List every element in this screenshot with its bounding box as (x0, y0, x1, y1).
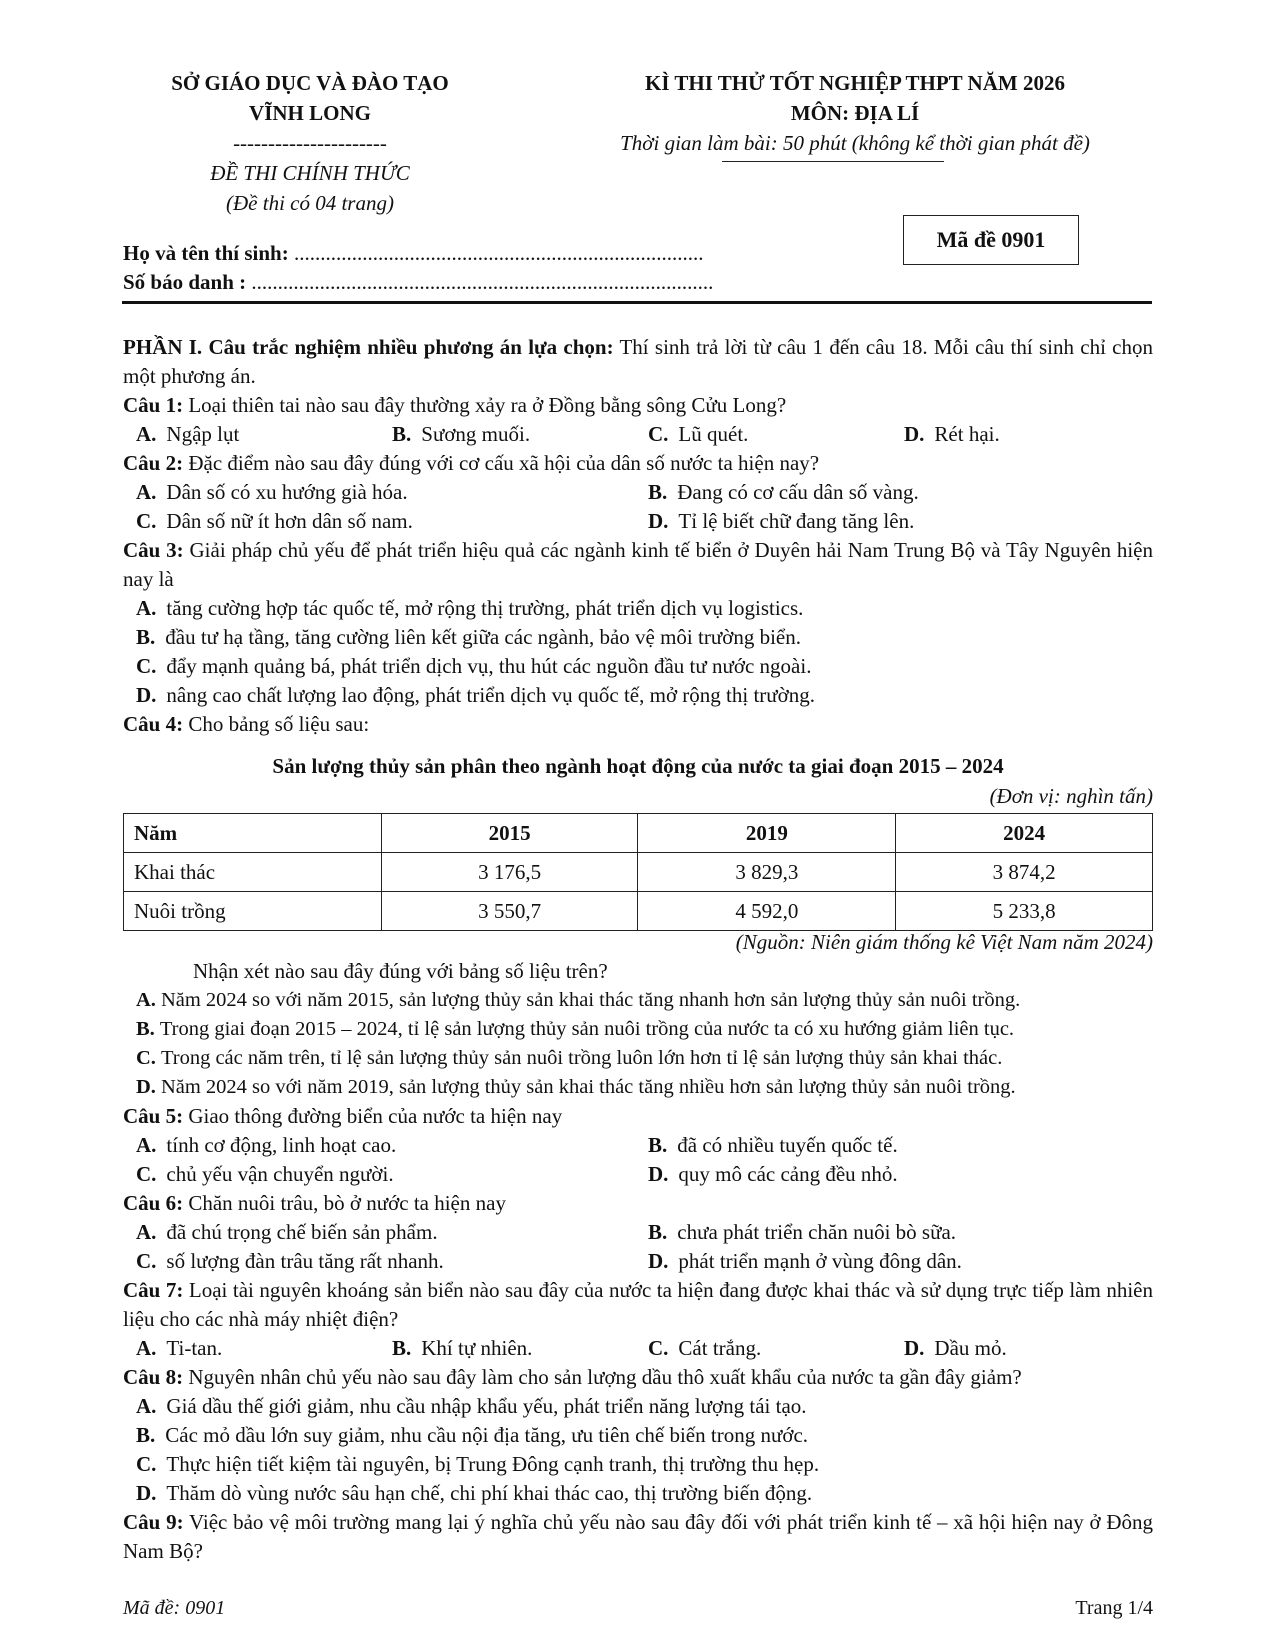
question-text: Đặc điểm nào sau đây đúng với cơ cấu xã hội của dân số nước ta hiện nay? (183, 451, 820, 475)
row-label: Nuôi trồng (124, 892, 382, 931)
option-letter: D. (904, 422, 925, 446)
option-text: Tỉ lệ biết chữ đang tăng lên. (678, 509, 915, 533)
table-title: Sản lượng thủy sản phân theo ngành hoạt động của nước ta giai đoạn 2015 – 2024 (272, 754, 1004, 778)
page-count-note: (Đề thi có 04 trang) (226, 191, 394, 215)
question-8 (123, 1363, 1022, 1392)
q6-option-d[interactable] (648, 1247, 962, 1276)
candidate-id-field[interactable]: ........................................................................................ (246, 270, 714, 294)
table-source: (Nguồn: Niên giám thống kê Việt Nam năm 2024) (735, 930, 1153, 954)
candidate-name-field[interactable]: .............................................................................. (288, 241, 704, 265)
option-letter: B. (136, 1423, 156, 1447)
q5-option-a[interactable] (136, 1131, 396, 1160)
option-text: Thực hiện tiết kiệm tài nguyên, bị Trung Đông cạnh tranh, thị trường thu hẹp. (166, 1452, 820, 1476)
candidate-id-label: Số báo danh : (123, 270, 247, 294)
header-divider: ---------------------- (233, 131, 387, 155)
option-text: Dân số nữ ít hơn dân số nam. (166, 509, 413, 533)
question-1 (123, 391, 786, 420)
option-letter: B. (392, 1336, 412, 1360)
table-cell: 5 233,8 (896, 892, 1153, 931)
option-text: Trong các năm trên, tỉ lệ sản lượng thủy sản nuôi trồng luôn lớn hơn tỉ lệ sản lượng thủy sản khai thác. (160, 1047, 1003, 1069)
q2-option-d[interactable] (648, 507, 914, 536)
q6-option-a[interactable] (136, 1218, 438, 1247)
exam-code-box: Mã đề 0901 (903, 215, 1079, 265)
question-text: Cho bảng số liệu sau: (183, 712, 370, 736)
q1-option-b[interactable] (392, 420, 530, 449)
official-label: ĐỀ THI CHÍNH THỨC (210, 161, 410, 185)
option-letter: D. (648, 509, 669, 533)
table-cell: 3 829,3 (638, 853, 896, 892)
question-label: Câu 3: (123, 538, 184, 562)
footer-exam-code: Mã đề: 0901 (123, 1597, 226, 1619)
option-letter: B. (648, 1220, 668, 1244)
option-text: Cát trắng. (678, 1336, 762, 1360)
option-text: Năm 2024 so với năm 2019, sản lượng thủy sản khai thác tăng nhiều hơn sản lượng thủy sản nuôi trồng. (160, 1076, 1016, 1098)
data-table (123, 813, 1153, 931)
option-text: đã chú trọng chế biến sản phẩm. (166, 1220, 438, 1244)
option-text: Ti-tan. (166, 1336, 223, 1360)
column-header: 2019 (638, 814, 896, 853)
option-text: Năm 2024 so với năm 2015, sản lượng thủy sản khai thác tăng nhanh hơn sản lượng thủy sản nuôi trồng. (160, 989, 1021, 1011)
option-text: Các mỏ dầu lớn suy giảm, nhu cầu nội địa tăng, ưu tiên chế biến trong nước. (165, 1423, 809, 1447)
option-letter: A. (136, 422, 157, 446)
subject-title: MÔN: ĐỊA LÍ (790, 101, 920, 125)
option-letter: A. (136, 1394, 157, 1418)
option-letter: C. (648, 1336, 669, 1360)
option-text: Lũ quét. (678, 422, 749, 446)
question-label: Câu 1: (123, 393, 184, 417)
question-label: Câu 4: (123, 712, 184, 736)
option-letter: B. (136, 1018, 155, 1040)
option-letter: C. (136, 1249, 157, 1273)
q8-option-a[interactable] (136, 1392, 807, 1421)
option-letter: B. (648, 1133, 668, 1157)
exam-title: KÌ THI THỬ TỐT NGHIỆP THPT NĂM 2026 (645, 71, 1065, 95)
question-6 (123, 1189, 506, 1218)
table-cell: 3 176,5 (381, 853, 638, 892)
q5-option-b[interactable] (648, 1131, 898, 1160)
header-rule (122, 301, 1152, 304)
q5-option-c[interactable] (136, 1160, 394, 1189)
q4-option-c[interactable] (136, 1044, 1002, 1073)
q6-option-b[interactable] (648, 1218, 956, 1247)
question-2 (123, 449, 819, 478)
part1-title: PHẦN I. Câu trắc nghiệm nhiều phương án lựa chọn: (123, 335, 614, 359)
option-letter: D. (136, 1076, 156, 1098)
q3-option-a[interactable] (136, 594, 803, 623)
question-text: Việc bảo vệ môi trường mang lại ý nghĩa chủ yếu nào sau đây đối với phát triển kinh tế – xã hội hiện nay ở Đông Nam Bộ? (123, 1510, 1153, 1563)
candidate-id-line (123, 267, 713, 297)
option-letter: C. (136, 1452, 157, 1476)
question-7 (123, 1276, 1153, 1334)
option-text: Giá dầu thế giới giảm, nhu cầu nhập khẩu yếu, phát triển năng lượng tái tạo. (166, 1394, 807, 1418)
option-text: chủ yếu vận chuyển người. (166, 1162, 394, 1186)
option-text: phát triển mạnh ở vùng đông dân. (678, 1249, 962, 1273)
option-letter: D. (904, 1336, 925, 1360)
option-text: tăng cường hợp tác quốc tế, mở rộng thị trường, phát triển dịch vụ logistics. (166, 596, 804, 620)
option-text: Ngập lụt (166, 422, 240, 446)
option-text: tính cơ động, linh hoạt cao. (166, 1133, 397, 1157)
question-5 (123, 1102, 562, 1131)
column-header: 2015 (381, 814, 638, 853)
option-letter: A. (136, 1336, 157, 1360)
table-cell: 4 592,0 (638, 892, 896, 931)
option-letter: C. (136, 1047, 156, 1069)
option-letter: C. (136, 509, 157, 533)
option-letter: D. (648, 1249, 669, 1273)
option-text: Khí tự nhiên. (421, 1336, 533, 1360)
question-text: Giải pháp chủ yếu để phát triển hiệu quả các ngành kinh tế biển ở Duyên hải Nam Trung Bộ và Tây Nguyên hiện nay là (123, 538, 1153, 591)
option-letter: B. (136, 625, 156, 649)
option-text: nâng cao chất lượng lao động, phát triển dịch vụ quốc tế, mở rộng thị trường. (166, 683, 816, 707)
q6-option-c[interactable] (136, 1247, 444, 1276)
option-letter: C. (648, 422, 669, 446)
option-letter: A. (136, 1220, 157, 1244)
option-text: Rét hại. (934, 422, 1000, 446)
option-letter: A. (136, 989, 156, 1011)
q8-option-b[interactable] (136, 1421, 808, 1450)
option-text: chưa phát triển chăn nuôi bò sữa. (677, 1220, 957, 1244)
option-text: đầu tư hạ tầng, tăng cường liên kết giữa các ngành, bảo vệ môi trường biển. (165, 625, 801, 649)
option-text: Trong giai đoạn 2015 – 2024, tỉ lệ sản lượng thủy sản nuôi trồng của nước ta có xu hướng giảm liên tục. (159, 1018, 1015, 1040)
table-header-row (124, 814, 1153, 853)
q2-option-a[interactable] (136, 478, 408, 507)
option-letter: B. (392, 422, 412, 446)
column-header: Năm (124, 814, 382, 853)
department-name: SỞ GIÁO DỤC VÀ ĐÀO TẠO (171, 71, 449, 95)
question-text: Chăn nuôi trâu, bò ở nước ta hiện nay (183, 1191, 506, 1215)
part1-instructions: Thí sinh trả lời từ câu 1 đến câu 18. Mỗi câu thí sinh chỉ chọn một phương án. (123, 335, 1153, 388)
option-text: Đang có cơ cấu dân số vàng. (677, 480, 919, 504)
q2-option-c[interactable] (136, 507, 413, 536)
option-letter: D. (136, 1481, 157, 1505)
option-text: Sương muối. (421, 422, 531, 446)
option-letter: A. (136, 1133, 157, 1157)
q4-prompt: Nhận xét nào sau đây đúng với bảng số liệu trên? (193, 959, 608, 983)
q7-option-d[interactable] (904, 1334, 1007, 1363)
q8-option-d[interactable] (136, 1479, 812, 1508)
province-name: VĨNH LONG (249, 101, 371, 125)
q1-option-a[interactable] (136, 420, 239, 449)
option-text: quy mô các cảng đều nhỏ. (678, 1162, 898, 1186)
question-text: Nguyên nhân chủ yếu nào sau đây làm cho sản lượng dầu thô xuất khẩu của nước ta gần đây giảm? (183, 1365, 1022, 1389)
q5-option-d[interactable] (648, 1160, 898, 1189)
option-letter: A. (136, 480, 157, 504)
time-underline (722, 161, 944, 162)
question-label: Câu 8: (123, 1365, 184, 1389)
q4-option-b[interactable] (136, 1015, 1014, 1044)
table-cell: 3 550,7 (381, 892, 638, 931)
option-letter: C. (136, 1162, 157, 1186)
option-text: đẩy mạnh quảng bá, phát triển dịch vụ, thu hút các nguồn đầu tư nước ngoài. (166, 654, 812, 678)
q8-option-c[interactable] (136, 1450, 819, 1479)
option-letter: B. (648, 480, 668, 504)
q2-option-b[interactable] (648, 478, 919, 507)
table-row (124, 892, 1153, 931)
option-letter: C. (136, 654, 157, 678)
part1-intro (123, 333, 1153, 391)
option-letter: D. (136, 683, 157, 707)
option-text: Dầu mỏ. (934, 1336, 1007, 1360)
table-unit: (Đơn vị: nghìn tấn) (989, 784, 1153, 808)
question-3 (123, 536, 1153, 594)
option-letter: A. (136, 596, 157, 620)
q4-option-a[interactable] (136, 986, 1020, 1015)
q3-option-b[interactable] (136, 623, 801, 652)
question-4 (123, 710, 369, 739)
table-row (124, 853, 1153, 892)
option-letter: D. (648, 1162, 669, 1186)
q1-option-c[interactable] (648, 420, 748, 449)
q4-option-d[interactable] (136, 1073, 1016, 1102)
q7-option-c[interactable] (648, 1334, 761, 1363)
footer-page-number: Trang 1/4 (1075, 1597, 1153, 1619)
question-label: Câu 2: (123, 451, 184, 475)
option-text: số lượng đàn trâu tăng rất nhanh. (166, 1249, 444, 1273)
q1-option-d[interactable] (904, 420, 1000, 449)
question-text: Giao thông đường biển của nước ta hiện nay (183, 1104, 563, 1128)
table-cell: 3 874,2 (896, 853, 1153, 892)
question-label: Câu 5: (123, 1104, 184, 1128)
candidate-name-line (123, 238, 703, 268)
time-note: Thời gian làm bài: 50 phút (không kể thời gian phát đề) (620, 131, 1090, 155)
question-label: Câu 7: (123, 1278, 184, 1302)
question-label: Câu 9: (123, 1510, 184, 1534)
q7-option-a[interactable] (136, 1334, 222, 1363)
question-text: Loại thiên tai nào sau đây thường xảy ra ở Đồng bằng sông Cửu Long? (183, 393, 787, 417)
q3-option-d[interactable] (136, 681, 815, 710)
option-text: Thăm dò vùng nước sâu hạn chế, chi phí khai thác cao, thị trường biến động. (166, 1481, 813, 1505)
q7-option-b[interactable] (392, 1334, 532, 1363)
question-text: Loại tài nguyên khoáng sản biển nào sau đây của nước ta hiện đang được khai thác và sử dụng trực tiếp làm nhiên liệu cho các nhà máy nhiệt điện? (123, 1278, 1153, 1331)
option-text: Dân số có xu hướng già hóa. (166, 480, 408, 504)
question-9 (123, 1508, 1153, 1566)
question-label: Câu 6: (123, 1191, 184, 1215)
option-text: đã có nhiều tuyến quốc tế. (677, 1133, 898, 1157)
column-header: 2024 (896, 814, 1153, 853)
q3-option-c[interactable] (136, 652, 811, 681)
row-label: Khai thác (124, 853, 382, 892)
candidate-name-label: Họ và tên thí sinh: (123, 241, 289, 265)
